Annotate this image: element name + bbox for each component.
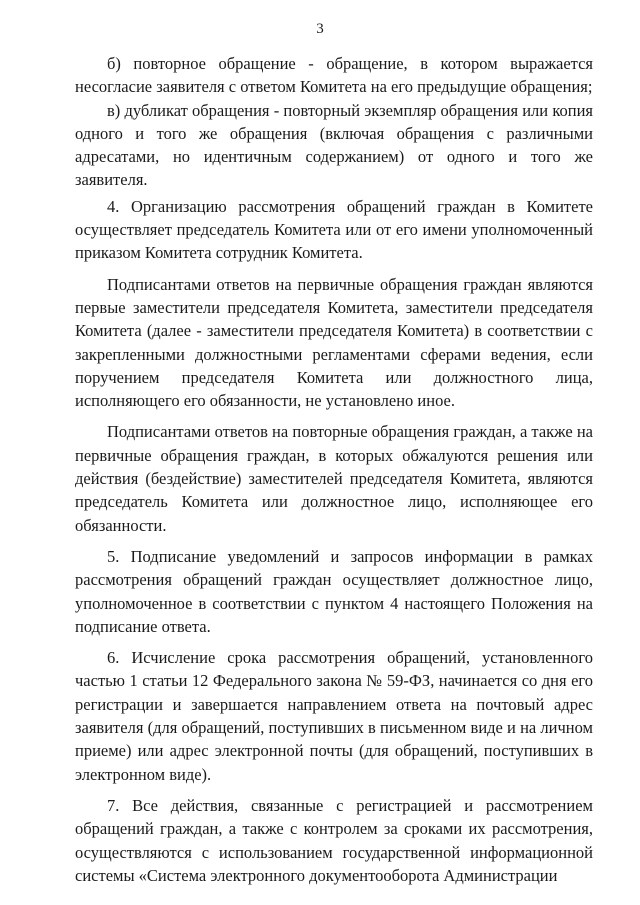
document-body bbox=[75, 52, 593, 887]
paragraph-signatories-repeat: Подписантами ответов на повторные обращения граждан, а также на первичные обращения граждан, в которых обжалуются решения или действия (бездействие) заместителей председателя Комитета, являются председатель Комитета или должностное лицо, исполняющее его обязанности. bbox=[75, 422, 593, 535]
paragraph-item-4: 4. Организацию рассмотрения обращений граждан в Комитете осуществляет председатель Комитета или от его имени уполномоченный приказом Комитета сотрудник Комитета. bbox=[75, 196, 593, 263]
paragraph-duplicate-appeal: в) дубликат обращения - повторный экземпляр обращения или копия одного и того же обращения (включая обращения с различными адресатами, но идентичным содержанием) от одного и того же заявителя. bbox=[75, 100, 593, 190]
paragraph-item-5: 5. Подписание уведомлений и запросов информации в рамках рассмотрения обращений граждан осуществляет должностное лицо, уполномоченное в соответствии с пунктом 4 настоящего Положения на подписание ответа. bbox=[75, 546, 593, 636]
page-number: 3 bbox=[316, 21, 324, 37]
paragraph-signatories-primary: Подписантами ответов на первичные обращения граждан являются первые заместители председателя Комитета, заместители председателя Комитета (далее - заместители председателя Комитета) в соответствии с закрепленными должностными регламентами сферами ведения, если поручением председателя Комитета или должностного лица, исполняющего его обязанности, не установлено иное. bbox=[75, 274, 593, 411]
paragraph-item-7: 7. Все действия, связанные с регистрацией и рассмотрением обращений граждан, а также с контролем за сроками их рассмотрения, осуществляются с использованием государственной информационной системы «Система электронного документооборота Администрации bbox=[75, 795, 593, 885]
paragraph-item-6: 6. Исчисление срока рассмотрения обращений, установленного частью 1 статьи 12 Федерального закона № 59-ФЗ, начинается со дня его регистрации и завершается направлением ответа на почтовый адрес заявителя (для обращений, поступивших в письменном виде и на личном приеме) или адрес электронной почты (для обращений, поступивших в электронном виде). bbox=[75, 648, 593, 784]
paragraph-repeat-appeal: б) повторное обращение - обращение, в котором выражается несогласие заявителя с ответом Комитета на его предыдущие обращения; bbox=[75, 54, 593, 97]
